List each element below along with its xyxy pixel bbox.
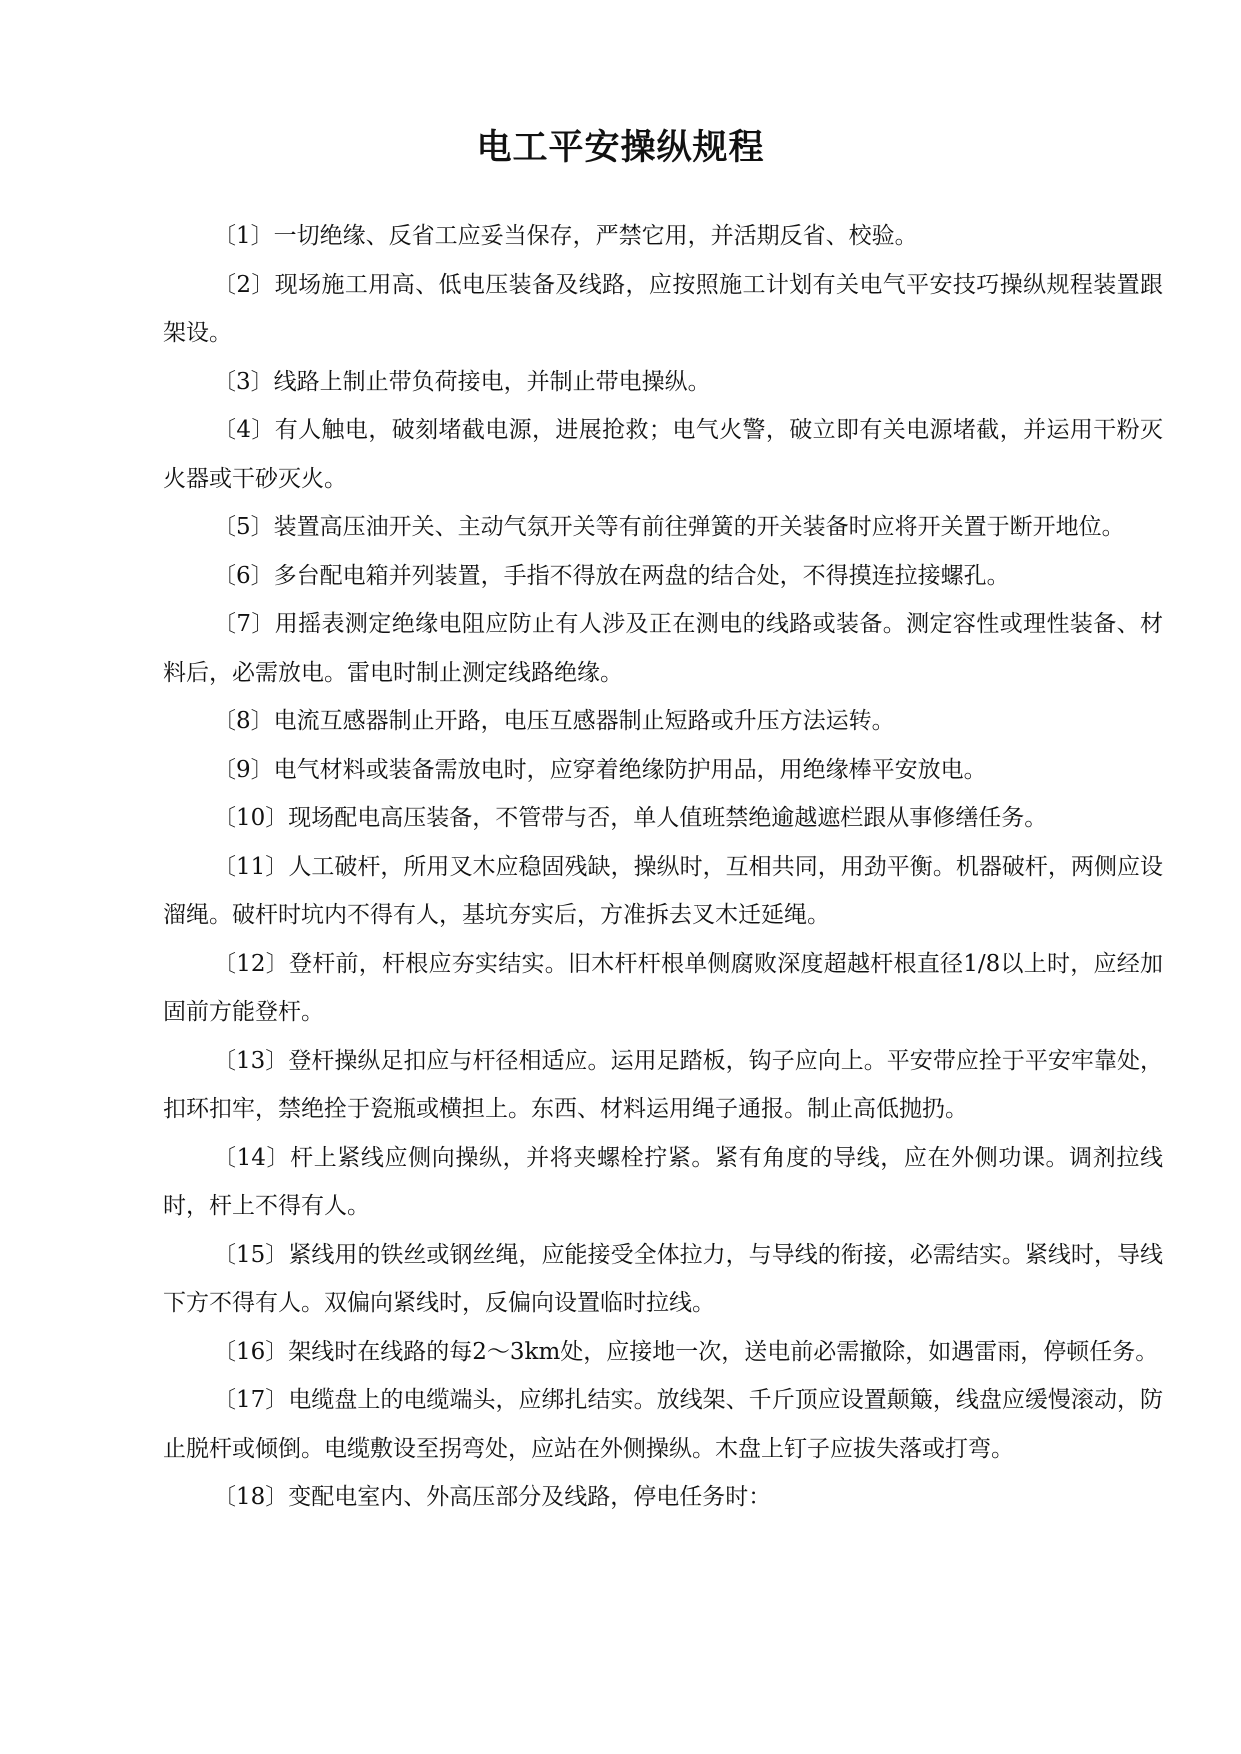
paragraph-13: 〔13〕登杆操纵足扣应与杆径相适应。运用足踏板，钩子应向上。平安带应拴于平安牢靠处，扣环扣牢，禁绝拴于瓷瓶或横担上。东西、材料运用绳子通报。制止高低抛扔。 xyxy=(163,1047,1163,1122)
paragraph-10: 〔10〕现场配电高压装备，不管带与否，单人值班禁绝逾越遮栏跟从事修缮任务。 xyxy=(213,805,1048,831)
paragraph-16: 〔16〕架线时在线路的每2～3km处，应接地一次，送电前必需撤除，如遇雷雨，停顿任务。 xyxy=(213,1338,1159,1365)
paragraph-6: 〔6〕多台配电箱并列装置，手指不得放在两盘的结合处，不得摸连拉接螺孔。 xyxy=(213,562,1010,589)
paragraph-9: 〔9〕电气材料或装备需放电时，应穿着绝缘防护用品，用绝缘棒平安放电。 xyxy=(213,756,987,783)
paragraph-3: 〔3〕线路上制止带负荷接电，并制止带电操纵。 xyxy=(213,368,711,395)
paragraph-8: 〔8〕电流互感器制止开路，电压互感器制止短路或升压方法运转。 xyxy=(213,708,895,734)
paragraph-12: 〔12〕登杆前，杆根应夯实结实。旧木杆杆根单侧腐败深度超越杆根直径1/8以上时，应经加固前方能登杆。 xyxy=(163,950,1163,1025)
paragraph-1: 〔1〕一切绝缘、反省工应妥当保存，严禁它用，并活期反省、校验。 xyxy=(213,223,918,249)
paragraph-11: 〔11〕人工破杆，所用叉木应稳固残缺，操纵时，互相共同，用劲平衡。机器破杆，两侧应设溜绳。破杆时坑内不得有人，基坑夯实后，方准拆去叉木迁延绳。 xyxy=(163,853,1163,928)
paragraph-17: 〔17〕电缆盘上的电缆端头，应绑扎结实。放线架、千斤顶应设置颠簸，线盘应缓慢滚动，防止脱杆或倾倒。电缆敷设至拐弯处，应站在外侧操纵。木盘上钉子应拔失落或打弯。 xyxy=(163,1387,1163,1462)
paragraph-15: 〔15〕紧线用的铁丝或钢丝绳，应能接受全体拉力，与导线的衔接，必需结实。紧线时，导线下方不得有人。双偏向紧线时，反偏向设置临时拉线。 xyxy=(163,1241,1163,1316)
paragraph-4: 〔4〕有人触电，破刻堵截电源，进展抢救；电气火警，破立即有关电源堵截，并运用干粉灭火器或干砂灭火。 xyxy=(163,417,1163,492)
document-title: 电工平安操纵规程 xyxy=(476,127,765,168)
paragraph-5: 〔5〕装置高压油开关、主动气氛开关等有前往弹簧的开关装备时应将开关置于断开地位。 xyxy=(213,514,1125,540)
paragraph-14: 〔14〕杆上紧线应侧向操纵，并将夹螺栓拧紧。紧有角度的导线，应在外侧功课。调剂拉线时，杆上不得有人。 xyxy=(163,1144,1163,1219)
paragraph-7: 〔7〕用摇表测定绝缘电阻应防止有人涉及正在测电的线路或装备。测定容性或理性装备、材料后，必需放电。雷电时制止测定线路绝缘。 xyxy=(163,611,1163,686)
document-body xyxy=(163,212,1163,1522)
paragraph-2: 〔2〕现场施工用高、低电压装备及线路，应按照施工计划有关电气平安技巧操纵规程装置跟架设。 xyxy=(163,271,1163,346)
paragraph-18: 〔18〕变配电室内、外高压部分及线路，停电任务时： xyxy=(213,1484,772,1510)
